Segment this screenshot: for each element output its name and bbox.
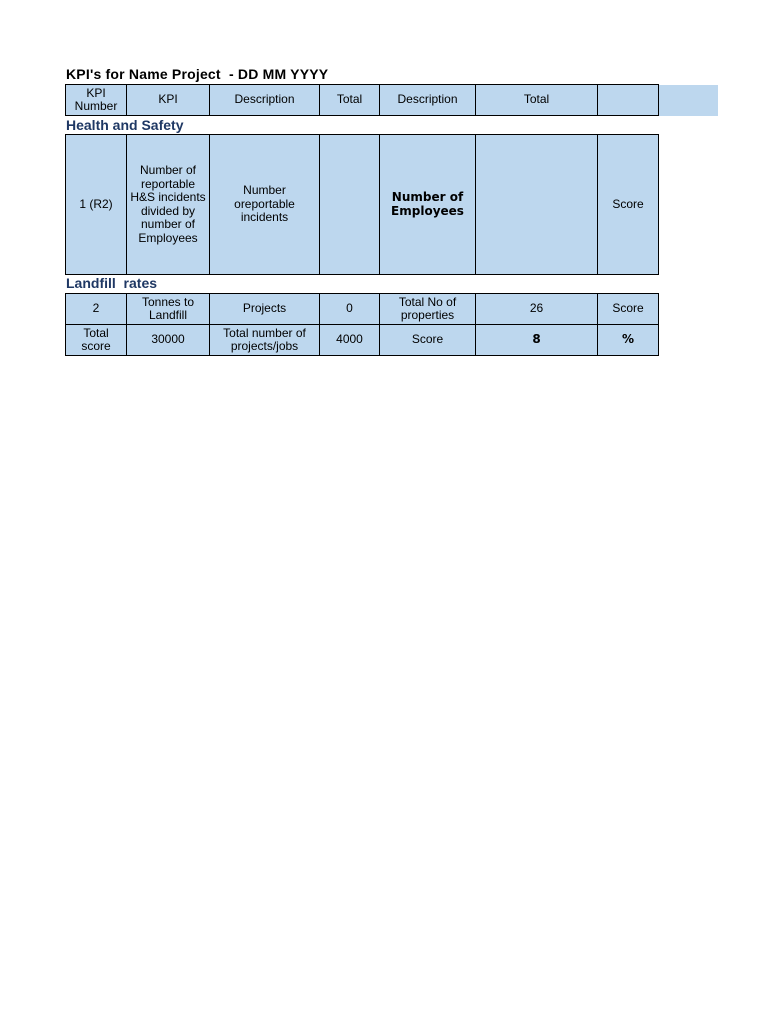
header-kpi-number[interactable]: KPI Number (66, 85, 127, 116)
lf-row2-kpi[interactable]: 30000 (127, 325, 210, 356)
hs-total-1[interactable] (320, 135, 380, 275)
lf-row2-result[interactable]: % (598, 325, 659, 356)
lf-row2-description-2[interactable]: Score (380, 325, 476, 356)
table-row (66, 135, 659, 275)
header-kpi[interactable]: KPI (127, 85, 210, 116)
header-total-2[interactable]: Total (476, 85, 598, 116)
section-title-health-safety: Health and Safety (66, 117, 184, 133)
header-description-2[interactable]: Description (380, 85, 476, 116)
lf-row2-total-2[interactable]: 8 (476, 325, 598, 356)
hs-total-2[interactable] (476, 135, 598, 275)
lf-row1-kpi[interactable]: Tonnes to Landfill (127, 294, 210, 325)
table-row (66, 325, 659, 356)
hs-kpi-number[interactable]: 1 (R2) (66, 135, 127, 275)
lf-row1-description-1[interactable]: Projects (210, 294, 320, 325)
header-total-1[interactable]: Total (320, 85, 380, 116)
lf-row1-total-1[interactable]: 0 (320, 294, 380, 325)
header-extra[interactable] (598, 85, 659, 116)
section-title-landfill: Landfill rates (66, 275, 158, 291)
header-description-1[interactable]: Description (210, 85, 320, 116)
hs-description-2[interactable]: Number of Employees (380, 135, 476, 275)
lf-row2-total-1[interactable]: 4000 (320, 325, 380, 356)
lf-row1-result[interactable]: Score (598, 294, 659, 325)
landfill-table (65, 293, 659, 356)
lf-row1-total-2[interactable]: 26 (476, 294, 598, 325)
lf-row1-description-2[interactable]: Total No of properties (380, 294, 476, 325)
health-safety-table (65, 134, 659, 275)
kpi-header-table (65, 84, 659, 116)
header-fill-extension (657, 85, 718, 116)
hs-kpi[interactable]: Number of reportable H&S incidents divided by number of Employees (127, 135, 210, 275)
hs-result[interactable]: Score (598, 135, 659, 275)
page-title: KPI's for Name Project - DD MM YYYY (66, 66, 329, 82)
table-row (66, 294, 659, 325)
hs-description-1[interactable]: Number oreportable incidents (210, 135, 320, 275)
lf-row2-description-1[interactable]: Total number of projects/jobs (210, 325, 320, 356)
lf-row1-kpi-number[interactable]: 2 (66, 294, 127, 325)
lf-row2-kpi-number[interactable]: Total score (66, 325, 127, 356)
table-header-row (66, 85, 659, 116)
